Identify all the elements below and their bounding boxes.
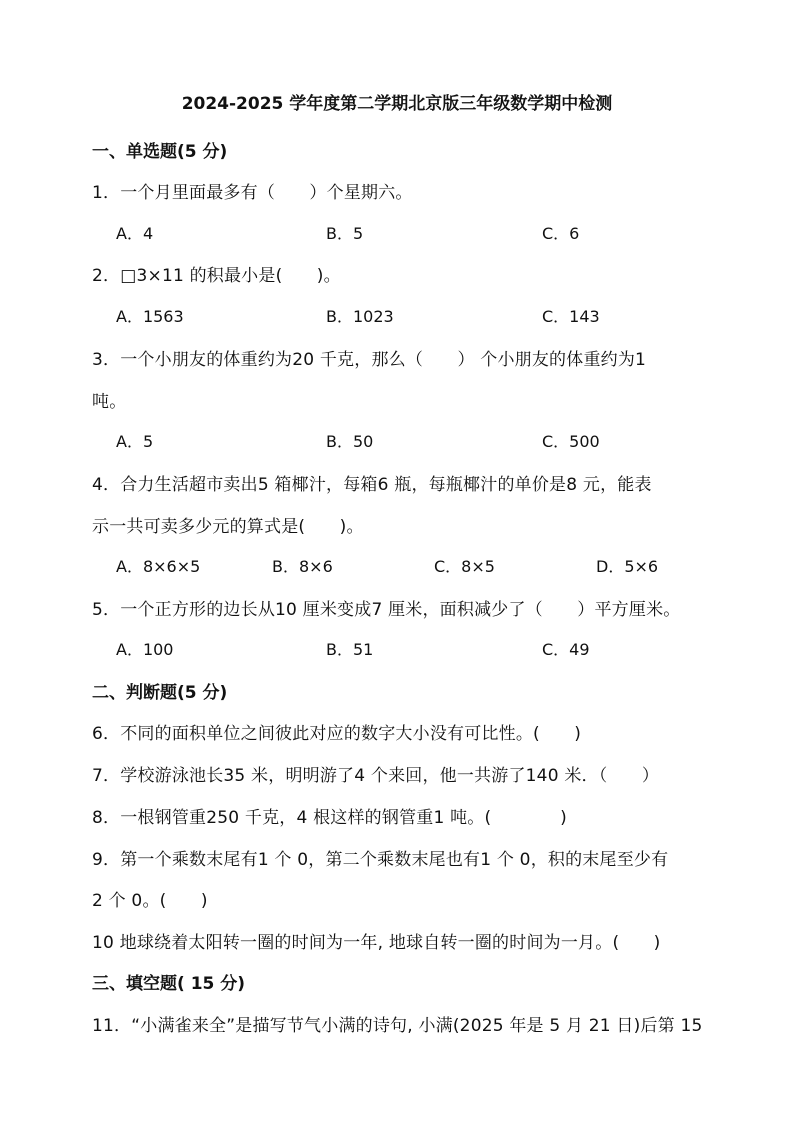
- question-10: 10 地球绕着太阳转一圈的时间为一年, 地球自转一圈的时间为一月。( ): [92, 933, 661, 953]
- question-5: 5．一个正方形的边长从10 厘米变成7 厘米，面积减少了（ ）平方厘米。: [92, 600, 681, 620]
- q4-option-c: C．8×5: [434, 557, 495, 576]
- question-4-line-1: 4．合力生活超市卖出5 箱椰汁，每箱6 瓶，每瓶椰汁的单价是8 元，能表: [92, 475, 652, 495]
- q3-option-c: C．500: [542, 432, 600, 451]
- question-9-line-1: 9．第一个乘数末尾有1 个 0，第二个乘数末尾也有1 个 0，积的末尾至少有: [92, 850, 669, 870]
- q4-option-d: D．5×6: [596, 557, 659, 576]
- q5-option-c: C．49: [542, 640, 590, 659]
- q4-option-a: A．8×6×5: [116, 557, 201, 576]
- q5-option-b: B．51: [326, 640, 374, 659]
- question-9-line-2: 2 个 0。( ): [92, 891, 208, 911]
- q2-option-a: A．1563: [116, 307, 184, 326]
- q1-option-a: A．4: [116, 224, 154, 243]
- q4-option-b: B．8×6: [272, 557, 333, 576]
- q1-option-c: C．6: [542, 224, 580, 243]
- q5-option-a: A．100: [116, 640, 174, 659]
- q2-option-c: C．143: [542, 307, 600, 326]
- question-11-line-1: 11．“小满雀来全”是描写节气小满的诗句, 小满(2025 年是 5 月 21 日)后第 15: [92, 1016, 703, 1036]
- section-heading-true-false: 二、判断题(5 分): [92, 683, 228, 703]
- question-7: 7．学校游泳池长35 米，明明游了4 个来回，他一共游了140 米．（ ）: [92, 766, 660, 786]
- page-title: 2024-2025 学年度第二学期北京版三年级数学期中检测: [181, 94, 613, 114]
- q2-option-b: B．1023: [326, 307, 394, 326]
- question-4-line-2: 示一共可卖多少元的算式是( )。: [92, 517, 364, 537]
- question-1: 1．一个月里面最多有（ ）个星期六。: [92, 183, 413, 203]
- question-3-line-1: 3．一个小朋友的体重约为20 千克，那么（ ） 个小朋友的体重约为1: [92, 350, 647, 370]
- question-6: 6．不同的面积单位之间彼此对应的数字大小没有可比性。( ): [92, 724, 582, 744]
- question-3-line-2: 吨。: [92, 392, 127, 412]
- question-8: 8．一根钢管重250 千克，4 根这样的钢管重1 吨。( ): [92, 808, 567, 828]
- q3-option-a: A．5: [116, 432, 154, 451]
- question-2: 2．□3×11 的积最小是( )。: [92, 266, 341, 286]
- q1-option-b: B．5: [326, 224, 364, 243]
- q3-option-b: B．50: [326, 432, 374, 451]
- section-heading-single-choice: 一、单选题(5 分): [92, 142, 228, 162]
- section-heading-fill-in: 三、填空题( 15 分): [92, 974, 246, 994]
